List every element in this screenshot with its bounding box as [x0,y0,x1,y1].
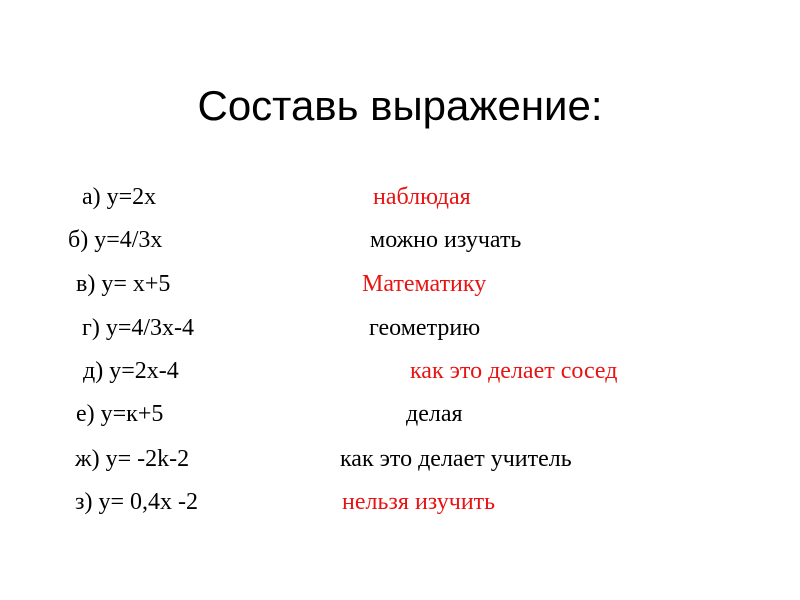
phrase-e: как это делает сосед [410,358,618,384]
phrase-d: геометрию [369,315,481,341]
equation-c: в) у= х+5 [76,271,171,297]
phrase-a: наблюдая [373,184,471,210]
phrase-b: можно изучать [370,227,522,253]
phrase-g: как это делает учитель [340,446,572,472]
equation-e: д) у=2х-4 [83,358,179,384]
equation-h: з) у= 0,4х -2 [75,489,198,515]
equation-f: е) у=к+5 [76,401,164,427]
equation-d: г) у=4/3х-4 [82,315,195,341]
slide-title: Составь выражение: [197,82,603,129]
equation-a: а) у=2х [82,184,157,210]
equation-b: б) у=4/3х [68,227,163,253]
phrase-h: нельзя изучить [342,489,496,515]
equation-g: ж) у= -2k-2 [75,446,190,472]
phrase-f: делая [406,401,463,427]
phrase-c: Математику [362,271,487,297]
